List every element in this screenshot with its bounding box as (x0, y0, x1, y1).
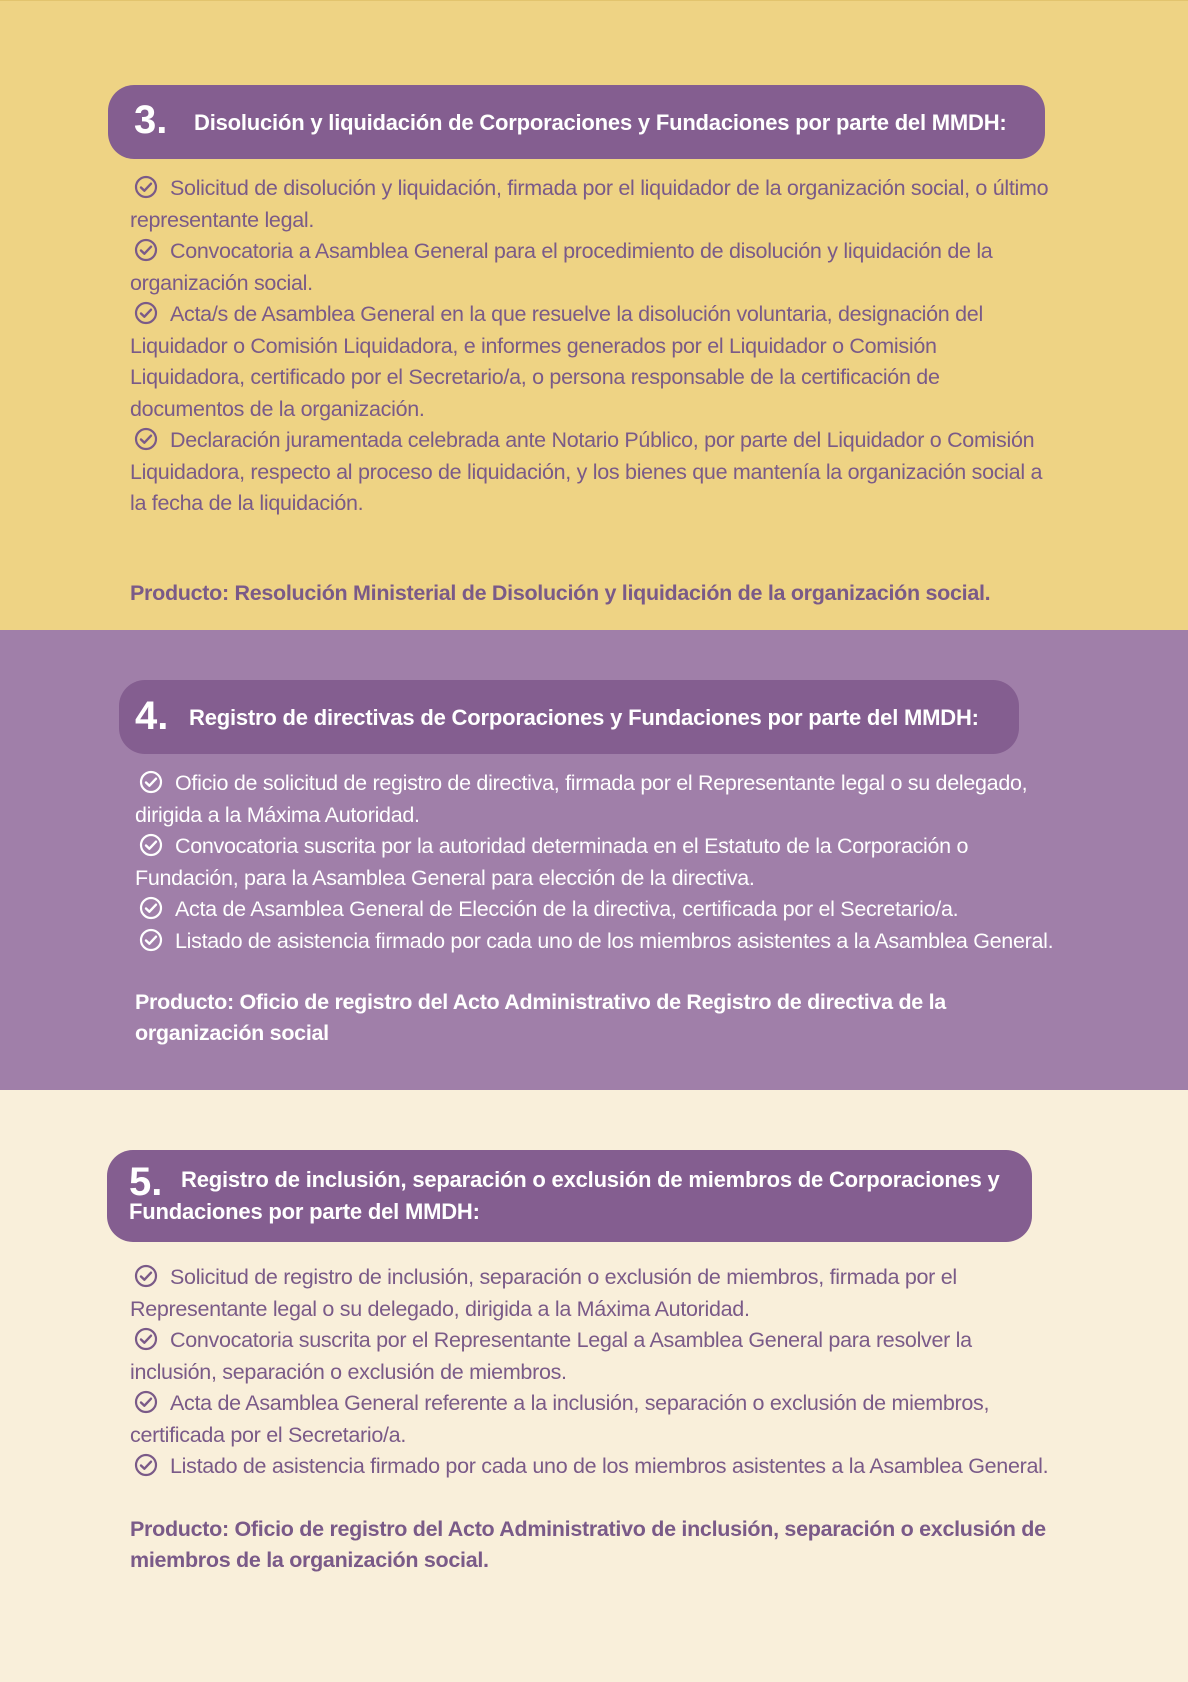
requirement-text: Convocatoria suscrita por la autoridad determinada en el Estatuto de la Corporación o Fundación, para la Asamblea General para elección de la directiva. (135, 834, 969, 890)
requirement-text: Listado de asistencia firmado por cada uno de los miembros asistentes a la Asamblea General. (175, 928, 1054, 953)
check-circle-icon (134, 238, 158, 262)
section-4-number: 4. (135, 694, 169, 738)
check-circle-icon (134, 175, 158, 199)
requirement-text: Convocatoria a Asamblea General para el procedimiento de disolución y liquidación de la organización social. (130, 239, 993, 295)
section-5-title (129, 1160, 1019, 1228)
section-3-title: Disolución y liquidación de Corporaciones y Fundaciones por parte del MMDH: (194, 110, 1007, 135)
list-item (130, 1262, 1055, 1325)
section-4-title: Registro de directivas de Corporaciones y Fundaciones por parte del MMDH: (189, 705, 979, 730)
section-3-requirements-list (130, 173, 1050, 520)
section-3-header (108, 85, 1045, 159)
list-item (130, 299, 1050, 425)
section-5-requirements-list (130, 1262, 1055, 1483)
requirement-text: Convocatoria suscrita por el Representante Legal a Asamblea General para resolver la inclusión, separación o exclusión de miembros. (130, 1328, 972, 1384)
check-circle-icon (134, 427, 158, 451)
requirement-text: Solicitud de registro de inclusión, separación o exclusión de miembros, firmada por el Representante legal o su delegado, dirigida a la Máxima Autoridad. (130, 1265, 957, 1321)
section-5-product: Producto: Oficio de registro del Acto Administrativo de inclusión, separación o exclusión de miembros de la organización social. (130, 1517, 1046, 1572)
section-3-disolucion (0, 0, 1188, 630)
list-item (135, 831, 1055, 894)
list-item (130, 236, 1050, 299)
list-item (130, 425, 1050, 520)
section-4-product: Producto: Oficio de registro del Acto Administrativo de Registro de directiva de la organización social (135, 990, 946, 1045)
section-5-header (107, 1150, 1032, 1242)
check-circle-icon (134, 1327, 158, 1351)
requirement-text: Listado de asistencia firmado por cada uno de los miembros asistentes a la Asamblea General. (170, 1454, 1049, 1478)
requirement-text: Solicitud de disolución y liquidación, firmada por el liquidador de la organización social, o último representante legal. (130, 176, 1049, 232)
check-circle-icon (139, 928, 163, 952)
check-circle-icon (139, 896, 163, 920)
section-4-requirements-list (135, 768, 1055, 957)
section-4-directivas (0, 630, 1188, 1090)
requirement-text: Acta/s de Asamblea General en la que resuelve la disolución voluntaria, designación del Liquidador o Comisión Liquidadora, e informes generados por el Liquidador o Comisión Liquidadora, certificado por el Secretario/a, o persona responsable de la certificación de documentos de la organización. (130, 302, 983, 421)
list-item (130, 1325, 1055, 1388)
list-item (130, 173, 1050, 236)
section-5-miembros (0, 1090, 1188, 1682)
requirement-text: Oficio de solicitud de registro de directiva, firmada por el Representante legal o su delegado, dirigida a la Máxima Autoridad. (135, 771, 1028, 827)
check-circle-icon (139, 770, 163, 794)
list-item (130, 1388, 1055, 1451)
list-item (135, 926, 1055, 958)
requirement-text: Declaración juramentada celebrada ante Notario Público, por parte del Liquidador o Comisión Liquidadora, respecto al proceso de liquidación, y los bienes que mantenía la organización social a la fecha de la liquidación. (130, 428, 1043, 515)
list-item (135, 768, 1055, 831)
section-5-title-text: Registro de inclusión, separación o exclusión de miembros de Corporaciones y Fundaciones por parte del MMDH: (129, 1167, 1000, 1224)
requirement-text: Acta de Asamblea General de Elección de la directiva, certificada por el Secretario/a. (175, 897, 959, 921)
check-circle-icon (139, 833, 163, 857)
check-circle-icon (134, 1390, 158, 1414)
list-item (135, 894, 1055, 926)
section-5-number: 5. (129, 1160, 163, 1204)
list-item (130, 1451, 1055, 1483)
section-3-product: Producto: Resolución Ministerial de Disolución y liquidación de la organización social. (130, 581, 991, 605)
section-4-header (119, 680, 1019, 754)
check-circle-icon (134, 1264, 158, 1288)
requirement-text: Acta de Asamblea General referente a la inclusión, separación o exclusión de miembros, certificada por el Secretario/a. (130, 1391, 990, 1447)
check-circle-icon (134, 1453, 158, 1477)
check-circle-icon (134, 301, 158, 325)
section-3-number: 3. (134, 98, 168, 142)
